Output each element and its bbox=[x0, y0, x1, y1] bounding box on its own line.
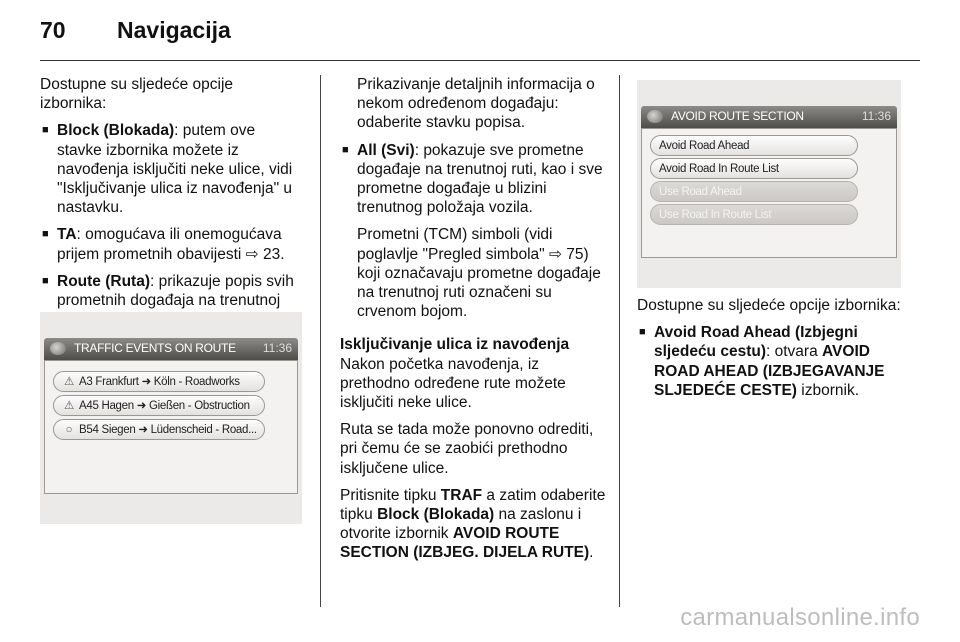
section-title: Navigacija bbox=[117, 17, 231, 43]
column-divider-2 bbox=[619, 75, 620, 607]
page-ref-icon: ⇨ bbox=[245, 245, 263, 263]
bullet-term: TA bbox=[57, 226, 77, 244]
tcm-text-b: koji označavaju prometne događaje na trenutnoj ruti označeni su crvenom bojom. bbox=[357, 264, 601, 321]
paragraph-3 bbox=[340, 486, 606, 563]
page-ref[interactable]: 23. bbox=[262, 245, 285, 263]
item-label: Use Road Ahead bbox=[659, 186, 742, 198]
menu-item-use-road-in-route-list bbox=[650, 204, 858, 225]
p3-menu: AVOID ROUTE SECTION (IZBJEG. DIJELA RUTE) bbox=[340, 525, 590, 562]
page-ref-icon: ⇨ bbox=[548, 245, 567, 263]
p3-text: . bbox=[589, 544, 594, 562]
menu-item-avoid-road-ahead[interactable] bbox=[650, 135, 858, 156]
screen-titlebar bbox=[44, 338, 298, 360]
bullet-avoid-road-ahead bbox=[637, 323, 907, 400]
item-label: Avoid Road Ahead bbox=[659, 140, 750, 152]
page-header bbox=[0, 0, 960, 62]
bullet-term: All (Svi) bbox=[357, 141, 415, 159]
item-label: Use Road In Route List bbox=[659, 209, 772, 221]
bullet-text: izbornik. bbox=[796, 381, 860, 399]
warning-icon: ⚠ bbox=[63, 376, 74, 388]
bullet-text: : omogućava ili onemogućava prijem prometnih obavijesti bbox=[57, 226, 282, 263]
traffic-event-item[interactable] bbox=[53, 419, 265, 440]
column-2 bbox=[340, 75, 606, 571]
bullet-text: : putem ove stavke izbornika možete iz navođenja isključiti neke ulice, vidi "Isključivanje ulica iz navođenja" u nastavku. bbox=[57, 122, 293, 217]
bullet-text: : prikazuje popis svih prometnih događaja na trenutnoj bbox=[57, 272, 294, 310]
bullet-text: : otvara bbox=[766, 343, 822, 361]
page-ref[interactable]: 75) bbox=[566, 245, 589, 263]
p3-text: a zatim odaberite tipku bbox=[340, 486, 606, 524]
section-heading: Isključivanje ulica iz navođenja bbox=[340, 336, 570, 354]
item-label: B54 Siegen ➜ Lüdenscheid - Road... bbox=[79, 424, 257, 436]
paragraph-2: Ruta se tada može ponovno odrediti, pri čemu će se zaobići prethodno isključene ulice. bbox=[340, 421, 594, 477]
continued-text: Prikazivanje detaljnih informacija o nekom određenom događaju: odaberite stavku popisa. bbox=[357, 76, 595, 132]
p3-key: Block (Blokada) bbox=[377, 506, 495, 524]
traffic-events-screenshot bbox=[40, 312, 302, 524]
column-divider-1 bbox=[320, 75, 321, 607]
watermark: carmanualsonline.info bbox=[680, 604, 920, 631]
bullet-text: : pokazuje sve prometne događaje na trenutnoj ruti, kao i sve prometne događaje u blizini trenutnog položaja vozila. bbox=[357, 141, 603, 217]
avoid-route-screenshot bbox=[637, 80, 901, 288]
p3-text: na zaslonu i otvorite izbornik bbox=[340, 506, 582, 543]
screen-list-panel bbox=[44, 360, 298, 494]
bullet-all bbox=[340, 141, 606, 218]
bullet-term: Route (Ruta) bbox=[57, 272, 150, 290]
p3-text: Pritisnite tipku bbox=[340, 486, 441, 504]
circle-icon: ○ bbox=[65, 424, 73, 436]
p3-key: TRAF bbox=[440, 486, 483, 504]
brand-logo-icon bbox=[50, 342, 66, 355]
menu-item-avoid-road-in-route-list[interactable] bbox=[650, 158, 858, 179]
paragraph-1: Nakon početka navođenja, iz prethodno određene rute možete isključiti neke ulice. bbox=[340, 355, 566, 412]
brand-logo-icon bbox=[647, 110, 663, 123]
bullet-ta bbox=[40, 225, 302, 263]
header-rule bbox=[40, 60, 920, 61]
item-label: A45 Hagen ➜ Gießen - Obstruction bbox=[79, 400, 250, 412]
warning-icon: ⚠ bbox=[63, 400, 74, 412]
bullet-menu-name: AVOID ROAD AHEAD (IZBJEGAVANJE SLJEDEĆE CESTE) bbox=[654, 343, 885, 399]
bullet-block bbox=[40, 121, 302, 217]
bullet-term: Block (Blokada) bbox=[57, 122, 175, 140]
menu-item-use-road-ahead bbox=[650, 181, 858, 202]
traffic-event-item[interactable] bbox=[53, 371, 265, 392]
page-number: 70 bbox=[40, 17, 66, 43]
tcm-text-a: Prometni (TCM) simboli (vidi poglavlje "Pregled simbola" bbox=[357, 226, 553, 263]
intro-text: Dostupne su sljedeće opcije izbornika: bbox=[40, 76, 234, 113]
bullet-term: Avoid Road Ahead (Izbjegni sljedeću cestu) bbox=[654, 324, 858, 361]
column-3 bbox=[637, 296, 907, 408]
screen-title: TRAFFIC EVENTS ON ROUTE bbox=[74, 341, 236, 355]
item-label: A3 Frankfurt ➜ Köln - Roadworks bbox=[79, 376, 240, 388]
column-1 bbox=[40, 75, 302, 337]
intro-text: Dostupne su sljedeće opcije izbornika: bbox=[637, 297, 901, 314]
screen-list-panel bbox=[641, 128, 897, 258]
item-label: Avoid Road In Route List bbox=[659, 163, 779, 175]
screen-time: 11:36 bbox=[861, 109, 891, 123]
screen-title: AVOID ROUTE SECTION bbox=[671, 109, 804, 123]
screen-titlebar bbox=[641, 106, 897, 128]
traffic-event-item[interactable] bbox=[53, 395, 265, 416]
tcm-text bbox=[340, 225, 606, 321]
screen-time: 11:36 bbox=[262, 341, 292, 355]
